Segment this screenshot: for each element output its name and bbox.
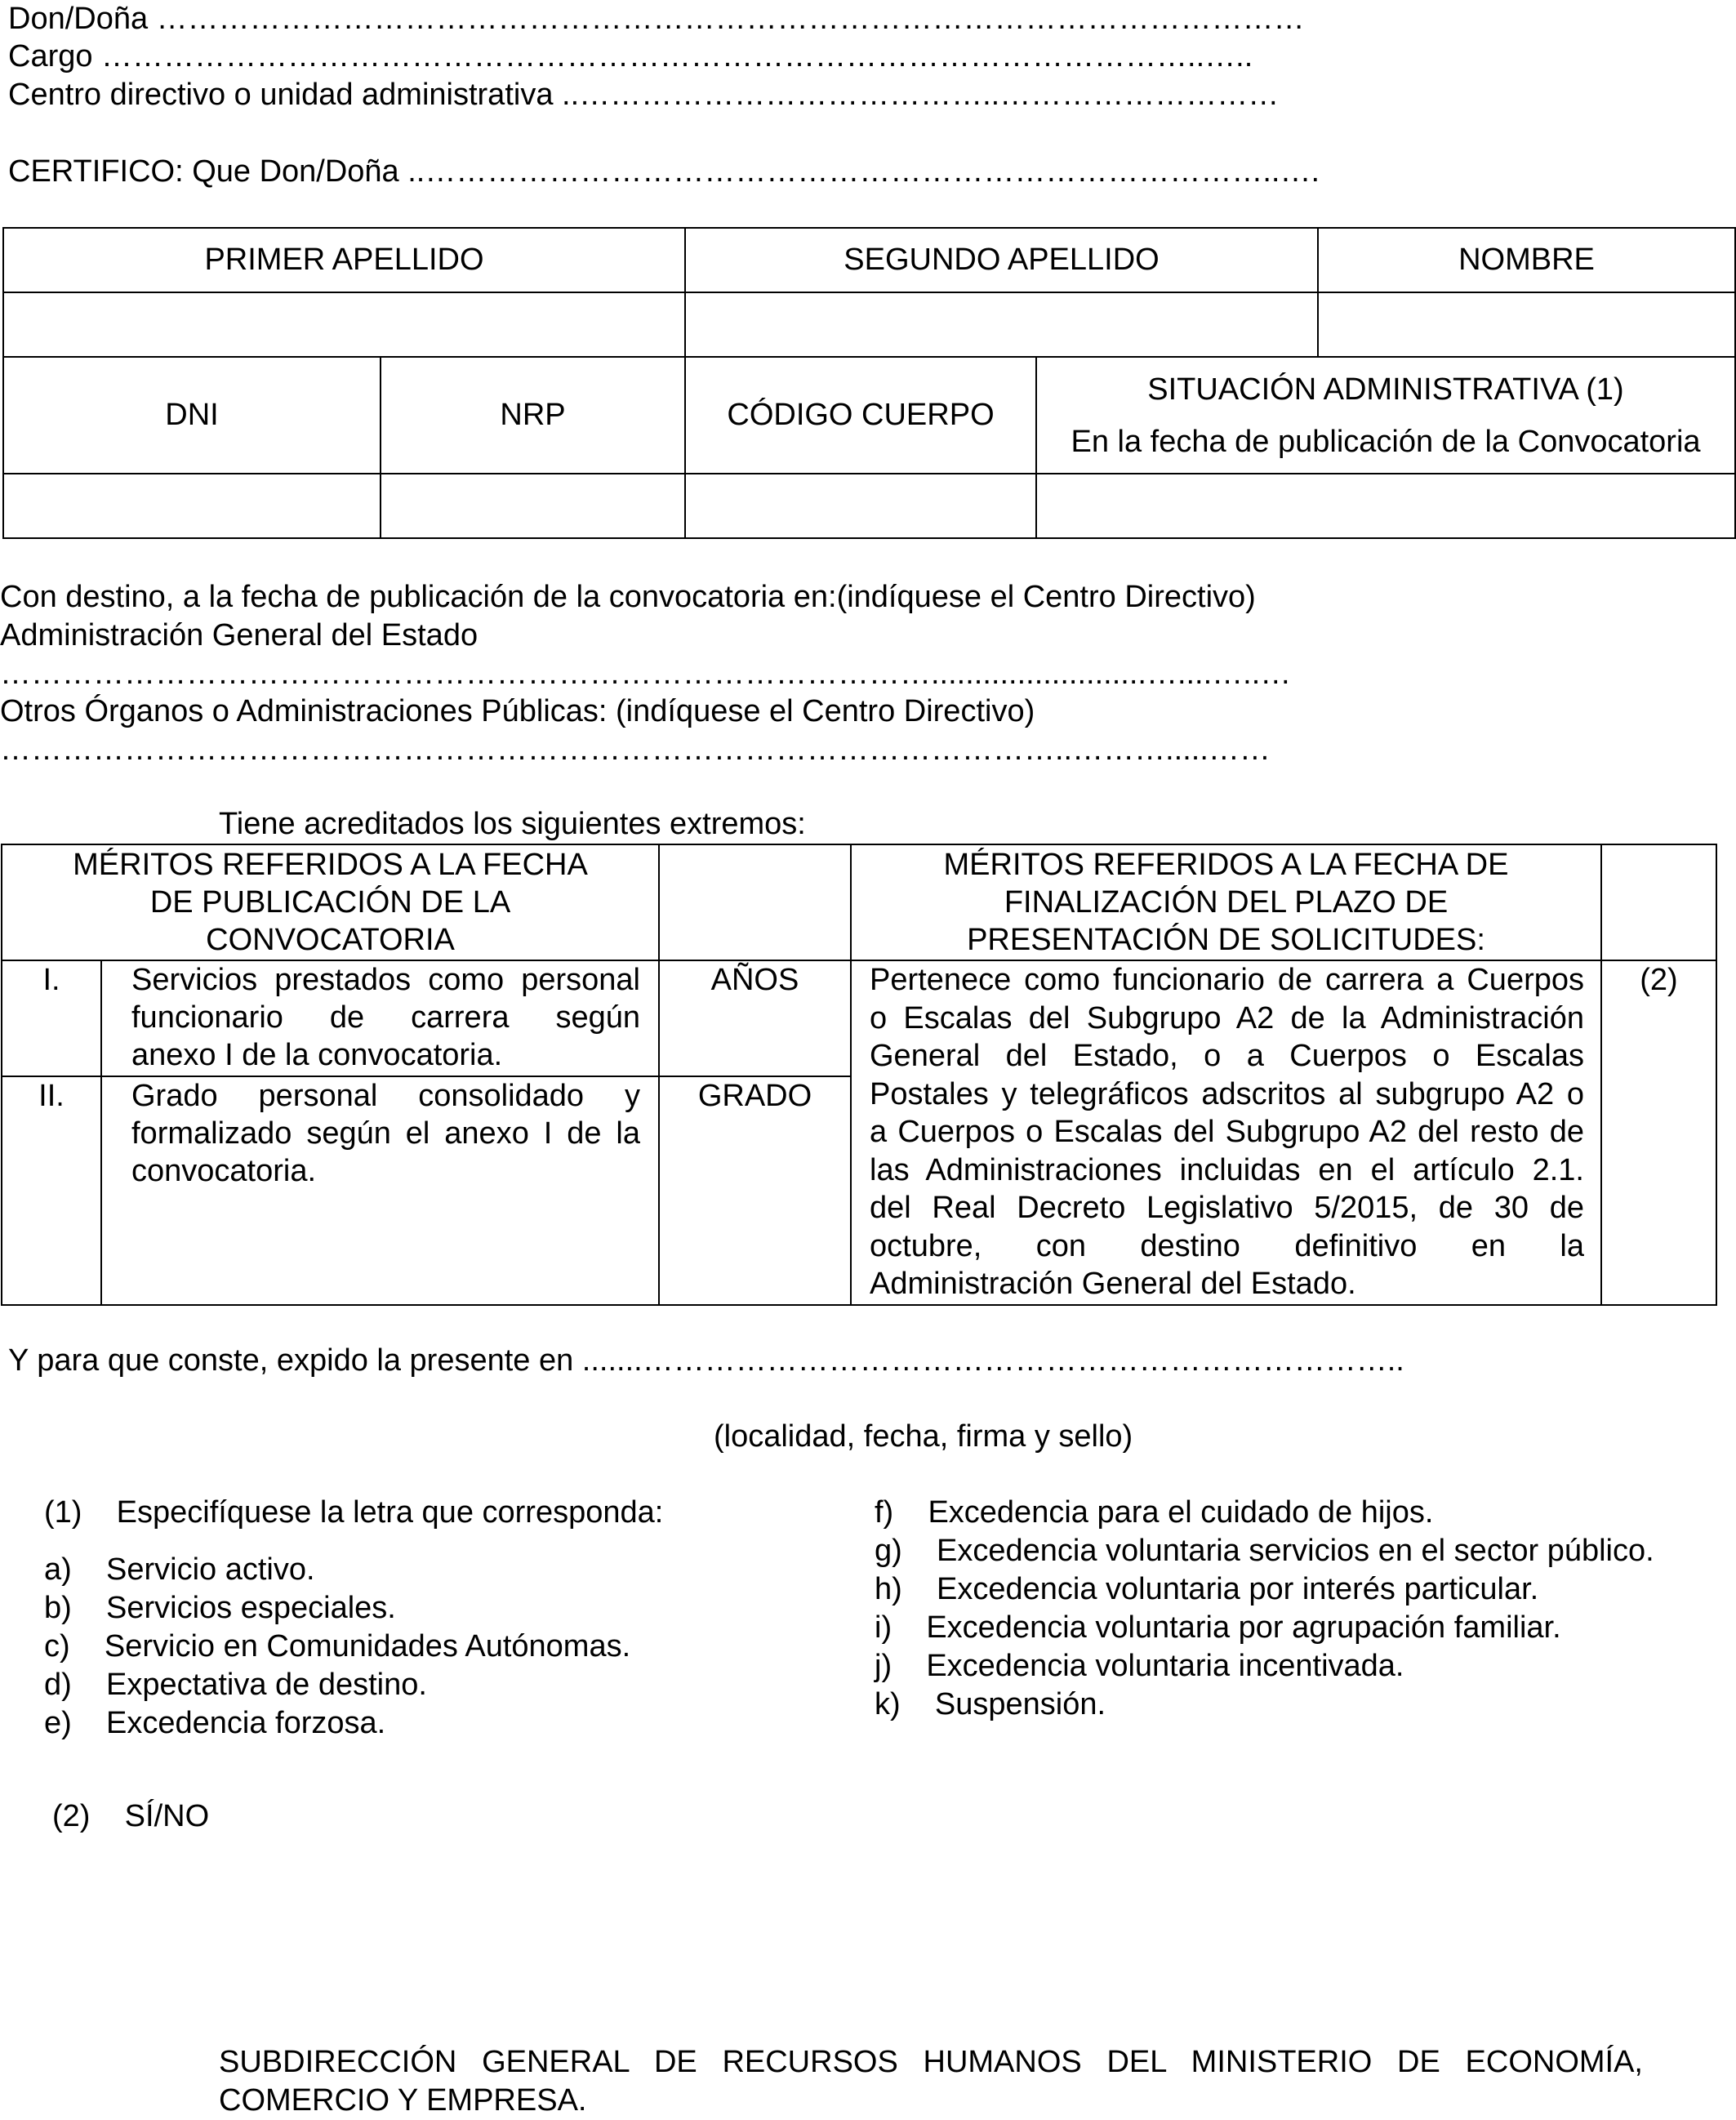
footer-ministry [219,2043,1643,2120]
firma-line: (localidad, fecha, firma y sello) [714,1419,1133,1454]
note-item-k: k) Suspensión. [875,1687,1106,1721]
note-item-d: d) Expectativa de destino. [44,1668,427,1702]
row2-description [101,1076,659,1305]
row2-line: Grado personal consolidado y [131,1079,640,1113]
row1-line: anexo I de la convocatoria. [131,1038,503,1072]
situacion-line-2: En la fecha de publicación de la Convocatoria [1071,424,1701,459]
meritos-header-left-line: CONVOCATORIA [206,923,455,957]
primer-apellido-header: PRIMER APELLIDO [3,228,685,292]
segundo-apellido-header: SEGUNDO APELLIDO [685,228,1318,292]
note-item-h: h) Excedencia voluntaria por interés particular. [875,1572,1539,1606]
right-line: Pertenece como funcionario de carrera a Cuerpos [870,963,1584,997]
don-dona-line: Don/Doña ………………………………………………………………………………………………… [8,2,1305,36]
nrp-field[interactable] [381,474,685,538]
footer-line-1: SUBDIRECCIÓN GENERAL DE RECURSOS HUMANOS DEL MINISTERIO DE ECONOMÍA, [219,2045,1643,2079]
meritos-header-blank [659,844,851,960]
row2-line: convocatoria. [131,1154,317,1188]
right-line: General del Estado, o a Cuerpos o Escalas [870,1039,1584,1073]
note-item-f: f) Excedencia para el cuidado de hijos. [875,1495,1434,1530]
note-item-a: a) Servicio activo. [44,1552,315,1587]
row2-number: II. [2,1076,101,1305]
right-line: o Escalas del Subgrupo A2 de la Administración [870,1000,1584,1036]
situacion-administrativa-header [1036,357,1735,474]
note-item-i: i) Excedencia voluntaria por agrupación familiar. [875,1610,1561,1645]
destino-line-3: Otros Órganos o Administraciones Públicas: (indíquese el Centro Directivo) [0,694,1035,728]
row1-description [101,960,659,1076]
note-item-j: j) Excedencia voluntaria incentivada. [875,1649,1404,1683]
dni-field[interactable] [3,474,381,538]
cargo-line: Cargo ……………………………………………………………………………………………..….. [8,39,1253,73]
situacion-field[interactable] [1036,474,1735,538]
meritos-header-left-line: MÉRITOS REFERIDOS A LA FECHA [73,848,588,882]
meritos-note-2: (2) [1601,960,1716,1305]
identification-table [2,227,1736,539]
meritos-table [1,844,1717,1306]
nrp-header: NRP [381,357,685,474]
meritos-header-right [851,844,1601,960]
right-line: octubre, con destino definitivo en la [870,1228,1584,1263]
right-line: a Cuerpos o Escalas del Subgrupo A2 del resto de [870,1115,1584,1149]
row2-unit: GRADO [659,1076,851,1305]
destino-dots-1: ……………………………………………………………………………….........................…....…..… [0,657,1292,691]
destino-line-1: Con destino, a la fecha de publicación de la convocatoria en:(indíquese el Centro Directivo) [0,580,1256,614]
note-item-e: e) Excedencia forzosa. [44,1706,386,1740]
meritos-right-description [851,960,1601,1305]
row2-line: formalizado según el anexo I de la [131,1116,640,1151]
note-2: (2) SÍ/NO [52,1799,210,1833]
right-line: del Real Decreto Legislativo 5/2015, de 30 de [870,1191,1584,1225]
note-item-b: b) Servicios especiales. [44,1591,396,1625]
nombre-field[interactable] [1318,292,1735,357]
codigo-cuerpo-header: CÓDIGO CUERPO [685,357,1036,474]
dni-header: DNI [3,357,381,474]
segundo-apellido-field[interactable] [685,292,1318,357]
meritos-header-left-line: DE PUBLICACIÓN DE LA [149,885,511,920]
destino-line-2: Administración General del Estado [0,618,479,652]
row1-line: Servicios prestados como personal [131,963,640,997]
footer-line-2: COMERCIO Y EMPRESA. [219,2083,587,2118]
row1-unit: AÑOS [659,960,851,1076]
meritos-header-left [2,844,659,960]
expido-line: Y para que conste, expido la presente en .......……………………………………………………………….. [8,1343,1404,1378]
right-line: Postales y telegráficos adscritos al subgrupo A2 o [870,1076,1584,1111]
meritos-header-note-blank [1601,844,1716,960]
centro-directivo-line: Centro directivo o unidad administrativa ..…………………………………..……………………… [8,78,1280,112]
certifico-line: CERTIFICO: Que Don/Doña ..………………………………………………………………………..…. [8,154,1320,189]
meritos-header-right-line: PRESENTACIÓN DE SOLICITUDES: [967,923,1485,957]
right-line: Administración General del Estado. [870,1267,1356,1301]
note-1-title: (1) Especifíquese la letra que corresponda: [44,1495,664,1530]
meritos-header-right-line: FINALIZACIÓN DEL PLAZO DE [1004,885,1449,920]
destino-dots-2: …………………………………………………………………………………………..……….....…… [0,733,1271,767]
note-item-c: c) Servicio en Comunidades Autónomas. [44,1629,631,1663]
row1-number: I. [2,960,101,1076]
meritos-intro: Tiene acreditados los siguientes extremos: [219,807,806,841]
note-item-g: g) Excedencia voluntaria servicios en el sector público. [875,1534,1654,1568]
situacion-line-1: SITUACIÓN ADMINISTRATIVA (1) [1147,372,1624,407]
primer-apellido-field[interactable] [3,292,685,357]
row1-line: funcionario de carrera según [131,1000,640,1035]
nombre-header: NOMBRE [1318,228,1735,292]
meritos-header-right-line: MÉRITOS REFERIDOS A LA FECHA DE [943,848,1509,882]
right-line: las Administraciones incluidas en el artículo 2.1. [870,1152,1584,1187]
codigo-cuerpo-field[interactable] [685,474,1036,538]
